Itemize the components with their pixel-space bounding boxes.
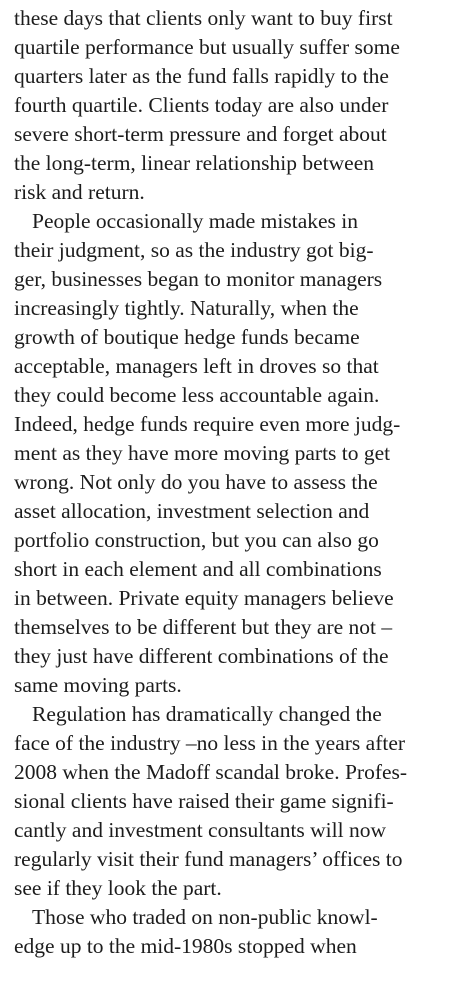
- text-line: portfolio construction, but you can also go: [14, 528, 379, 552]
- text-line: ment as they have more moving parts to get: [14, 441, 391, 465]
- text-line: fourth quartile. Clients today are also under: [14, 93, 389, 117]
- text-line: Indeed, hedge funds require even more judg-: [14, 412, 401, 436]
- text-line: quarters later as the fund falls rapidly to the: [14, 64, 389, 88]
- text-line-paragraph-start: Regulation has dramatically changed the: [32, 702, 382, 726]
- text-line: these days that clients only want to buy first: [14, 6, 393, 30]
- text-line: in between. Private equity managers believe: [14, 586, 394, 610]
- text-line: ger, businesses began to monitor managers: [14, 267, 383, 291]
- text-line: asset allocation, investment selection and: [14, 499, 370, 523]
- text-line: see if they look the part.: [14, 876, 222, 900]
- text-line: growth of boutique hedge funds became: [14, 325, 360, 349]
- document-page: [14, 0, 463, 988]
- text-line: acceptable, managers left in droves so that: [14, 354, 379, 378]
- text-line: the long-term, linear relationship between: [14, 151, 374, 175]
- text-line: themselves to be different but they are not –: [14, 615, 393, 639]
- text-line: they just have different combinations of the: [14, 644, 389, 668]
- text-line: they could become less accountable again.: [14, 383, 380, 407]
- text-line: face of the industry –no less in the years after: [14, 731, 406, 755]
- text-line: 2008 when the Madoff scandal broke. Profes-: [14, 760, 408, 784]
- text-line: risk and return.: [14, 180, 145, 204]
- text-line-paragraph-start: Those who traded on non-public knowl-: [32, 905, 378, 929]
- text-line: severe short-term pressure and forget about: [14, 122, 387, 146]
- text-line: edge up to the mid-1980s stopped when: [14, 934, 357, 958]
- text-line: cantly and investment consultants will now: [14, 818, 387, 842]
- text-line: quartile performance but usually suffer some: [14, 35, 400, 59]
- text-line: regularly visit their fund managers’ offices to: [14, 847, 403, 871]
- text-line: their judgment, so as the industry got big-: [14, 238, 374, 262]
- text-line: increasingly tightly. Naturally, when the: [14, 296, 359, 320]
- text-line: short in each element and all combinations: [14, 557, 382, 581]
- text-line-paragraph-start: People occasionally made mistakes in: [32, 209, 358, 233]
- text-line: same moving parts.: [14, 673, 182, 697]
- text-line: wrong. Not only do you have to assess the: [14, 470, 378, 494]
- text-line: sional clients have raised their game signifi-: [14, 789, 394, 813]
